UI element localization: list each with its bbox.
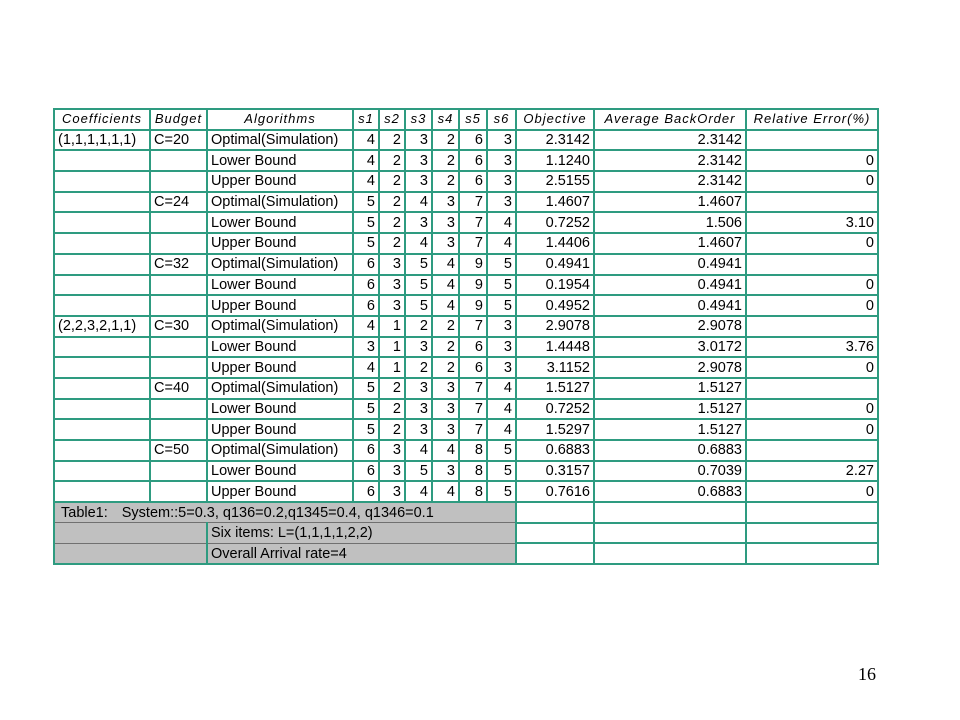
s1-cell: 5 (353, 192, 379, 213)
budget-cell (150, 357, 207, 378)
blank-cell (746, 502, 878, 523)
table-row (54, 212, 878, 233)
coefficients-cell: (2,2,3,2,1,1) (54, 316, 150, 337)
caption-row-items (54, 523, 878, 544)
s1-cell: 6 (353, 295, 379, 316)
coefficients-cell (54, 461, 150, 482)
table-body (54, 130, 878, 502)
s1-cell: 4 (353, 130, 379, 151)
s2-cell: 2 (379, 130, 405, 151)
budget-cell: C=20 (150, 130, 207, 151)
caption-system-cell (54, 502, 516, 523)
blank-cell (516, 543, 594, 564)
coefficients-cell (54, 419, 150, 440)
s2-cell: 1 (379, 357, 405, 378)
average-backorder-cell: 1.4607 (594, 233, 746, 254)
average-backorder-cell: 0.7039 (594, 461, 746, 482)
s4-cell: 2 (432, 316, 459, 337)
objective-cell: 1.5297 (516, 419, 594, 440)
relative-error-cell (746, 130, 878, 151)
objective-cell: 1.5127 (516, 378, 594, 399)
s6-cell: 3 (487, 171, 516, 192)
relative-error-cell: 0 (746, 399, 878, 420)
table-row (54, 171, 878, 192)
s1-cell: 6 (353, 275, 379, 296)
s6-cell: 4 (487, 212, 516, 233)
average-backorder-cell: 2.3142 (594, 171, 746, 192)
objective-cell: 0.4952 (516, 295, 594, 316)
s5-cell: 8 (459, 481, 487, 502)
table-row (54, 295, 878, 316)
column-header: s5 (459, 109, 487, 130)
s4-cell: 3 (432, 212, 459, 233)
relative-error-cell: 3.76 (746, 337, 878, 358)
page-number: 16 (858, 664, 876, 684)
s1-cell: 4 (353, 357, 379, 378)
average-backorder-cell: 0.4941 (594, 295, 746, 316)
algorithm-cell: Upper Bound (207, 481, 353, 502)
relative-error-cell: 0 (746, 419, 878, 440)
average-backorder-cell: 1.5127 (594, 399, 746, 420)
column-header: Coefficients (54, 109, 150, 130)
budget-cell: C=30 (150, 316, 207, 337)
average-backorder-cell: 2.3142 (594, 150, 746, 171)
caption-arrival-text: Overall Arrival rate=4 (207, 543, 516, 564)
algorithm-cell: Upper Bound (207, 295, 353, 316)
results-table (53, 108, 879, 565)
average-backorder-cell: 3.0172 (594, 337, 746, 358)
algorithm-cell: Lower Bound (207, 212, 353, 233)
algorithm-cell: Lower Bound (207, 150, 353, 171)
algorithm-cell: Optimal(Simulation) (207, 254, 353, 275)
objective-cell: 0.6883 (516, 440, 594, 461)
coefficients-cell: (1,1,1,1,1,1) (54, 130, 150, 151)
blank-cell (746, 543, 878, 564)
budget-cell: C=24 (150, 192, 207, 213)
column-header: Objective (516, 109, 594, 130)
relative-error-cell (746, 378, 878, 399)
budget-cell (150, 150, 207, 171)
blank-cell (516, 502, 594, 523)
s2-cell: 2 (379, 150, 405, 171)
table-row (54, 378, 878, 399)
objective-cell: 2.3142 (516, 130, 594, 151)
s4-cell: 2 (432, 150, 459, 171)
coefficients-cell (54, 212, 150, 233)
average-backorder-cell: 1.5127 (594, 378, 746, 399)
caption-system-text: System::5=0.3, q136=0.2,q1345=0.4, q1346=0.1 (121, 504, 434, 521)
objective-cell: 0.7252 (516, 212, 594, 233)
objective-cell: 3.1152 (516, 357, 594, 378)
s5-cell: 9 (459, 254, 487, 275)
s5-cell: 9 (459, 295, 487, 316)
caption-spacer (54, 543, 207, 564)
s6-cell: 3 (487, 357, 516, 378)
coefficients-cell (54, 233, 150, 254)
s4-cell: 4 (432, 275, 459, 296)
s4-cell: 4 (432, 295, 459, 316)
coefficients-cell (54, 192, 150, 213)
objective-cell: 2.9078 (516, 316, 594, 337)
s1-cell: 4 (353, 171, 379, 192)
table-row (54, 150, 878, 171)
table-row (54, 233, 878, 254)
s5-cell: 7 (459, 212, 487, 233)
average-backorder-cell: 1.5127 (594, 419, 746, 440)
table-header-row (54, 109, 878, 130)
algorithm-cell: Upper Bound (207, 357, 353, 378)
coefficients-cell (54, 440, 150, 461)
algorithm-cell: Optimal(Simulation) (207, 378, 353, 399)
s5-cell: 6 (459, 150, 487, 171)
s2-cell: 1 (379, 337, 405, 358)
caption-row-arrival (54, 543, 878, 564)
average-backorder-cell: 0.4941 (594, 275, 746, 296)
average-backorder-cell: 0.4941 (594, 254, 746, 275)
budget-cell (150, 295, 207, 316)
s2-cell: 3 (379, 481, 405, 502)
s2-cell: 2 (379, 378, 405, 399)
s4-cell: 2 (432, 357, 459, 378)
s6-cell: 3 (487, 150, 516, 171)
column-header: Algorithms (207, 109, 353, 130)
objective-cell: 1.1240 (516, 150, 594, 171)
algorithm-cell: Upper Bound (207, 419, 353, 440)
s1-cell: 3 (353, 337, 379, 358)
column-header: Relative Error(%) (746, 109, 878, 130)
s5-cell: 7 (459, 378, 487, 399)
blank-cell (516, 523, 594, 544)
relative-error-cell: 0 (746, 357, 878, 378)
budget-cell (150, 481, 207, 502)
coefficients-cell (54, 481, 150, 502)
objective-cell: 0.1954 (516, 275, 594, 296)
relative-error-cell (746, 440, 878, 461)
algorithm-cell: Lower Bound (207, 337, 353, 358)
relative-error-cell: 0 (746, 150, 878, 171)
s3-cell: 4 (405, 192, 432, 213)
column-header: s6 (487, 109, 516, 130)
relative-error-cell: 3.10 (746, 212, 878, 233)
s6-cell: 3 (487, 130, 516, 151)
s5-cell: 7 (459, 316, 487, 337)
budget-cell (150, 399, 207, 420)
algorithm-cell: Lower Bound (207, 275, 353, 296)
s3-cell: 4 (405, 233, 432, 254)
s3-cell: 2 (405, 316, 432, 337)
s3-cell: 3 (405, 337, 432, 358)
budget-cell (150, 275, 207, 296)
s1-cell: 5 (353, 419, 379, 440)
s6-cell: 3 (487, 337, 516, 358)
table-row (54, 275, 878, 296)
s3-cell: 3 (405, 212, 432, 233)
average-backorder-cell: 2.9078 (594, 316, 746, 337)
average-backorder-cell: 2.3142 (594, 130, 746, 151)
s4-cell: 4 (432, 440, 459, 461)
coefficients-cell (54, 399, 150, 420)
s4-cell: 2 (432, 171, 459, 192)
budget-cell: C=40 (150, 378, 207, 399)
budget-cell (150, 212, 207, 233)
s2-cell: 3 (379, 440, 405, 461)
s2-cell: 2 (379, 399, 405, 420)
s3-cell: 3 (405, 399, 432, 420)
s3-cell: 2 (405, 357, 432, 378)
algorithm-cell: Upper Bound (207, 233, 353, 254)
relative-error-cell: 0 (746, 171, 878, 192)
table-row (54, 440, 878, 461)
budget-cell (150, 337, 207, 358)
s3-cell: 4 (405, 481, 432, 502)
table-row (54, 130, 878, 151)
s6-cell: 5 (487, 275, 516, 296)
budget-cell: C=32 (150, 254, 207, 275)
s5-cell: 6 (459, 337, 487, 358)
algorithm-cell: Optimal(Simulation) (207, 316, 353, 337)
s6-cell: 4 (487, 419, 516, 440)
objective-cell: 0.7252 (516, 399, 594, 420)
table-row (54, 192, 878, 213)
budget-cell (150, 461, 207, 482)
table-caption-label: Table1: (61, 504, 108, 521)
table-row (54, 337, 878, 358)
coefficients-cell (54, 357, 150, 378)
caption-row-system (54, 502, 878, 523)
coefficients-cell (54, 378, 150, 399)
average-backorder-cell: 0.6883 (594, 481, 746, 502)
column-header: Average BackOrder (594, 109, 746, 130)
algorithm-cell: Optimal(Simulation) (207, 192, 353, 213)
s4-cell: 3 (432, 192, 459, 213)
s3-cell: 3 (405, 130, 432, 151)
objective-cell: 0.7616 (516, 481, 594, 502)
table-row (54, 419, 878, 440)
s6-cell: 5 (487, 461, 516, 482)
s6-cell: 5 (487, 440, 516, 461)
s2-cell: 2 (379, 212, 405, 233)
s3-cell: 3 (405, 150, 432, 171)
s1-cell: 5 (353, 378, 379, 399)
s3-cell: 5 (405, 295, 432, 316)
s2-cell: 1 (379, 316, 405, 337)
s4-cell: 2 (432, 337, 459, 358)
blank-cell (594, 502, 746, 523)
table-row (54, 254, 878, 275)
blank-cell (594, 543, 746, 564)
s3-cell: 3 (405, 171, 432, 192)
s1-cell: 5 (353, 212, 379, 233)
s2-cell: 2 (379, 233, 405, 254)
s1-cell: 5 (353, 399, 379, 420)
s5-cell: 9 (459, 275, 487, 296)
average-backorder-cell: 1.4607 (594, 192, 746, 213)
coefficients-cell (54, 275, 150, 296)
relative-error-cell: 0 (746, 481, 878, 502)
coefficients-cell (54, 171, 150, 192)
s5-cell: 7 (459, 399, 487, 420)
s4-cell: 4 (432, 254, 459, 275)
s6-cell: 5 (487, 254, 516, 275)
average-backorder-cell: 0.6883 (594, 440, 746, 461)
s1-cell: 5 (353, 233, 379, 254)
s5-cell: 7 (459, 233, 487, 254)
column-header: s1 (353, 109, 379, 130)
s3-cell: 5 (405, 275, 432, 296)
s4-cell: 3 (432, 419, 459, 440)
s6-cell: 5 (487, 295, 516, 316)
s1-cell: 6 (353, 481, 379, 502)
relative-error-cell: 0 (746, 295, 878, 316)
s2-cell: 3 (379, 295, 405, 316)
column-header: s3 (405, 109, 432, 130)
budget-cell: C=50 (150, 440, 207, 461)
s5-cell: 6 (459, 130, 487, 151)
s2-cell: 2 (379, 192, 405, 213)
s6-cell: 3 (487, 192, 516, 213)
table-caption-block (54, 502, 878, 564)
algorithm-cell: Optimal(Simulation) (207, 440, 353, 461)
s6-cell: 4 (487, 233, 516, 254)
caption-spacer (54, 523, 207, 544)
blank-cell (746, 523, 878, 544)
average-backorder-cell: 2.9078 (594, 357, 746, 378)
s4-cell: 4 (432, 481, 459, 502)
s1-cell: 6 (353, 461, 379, 482)
s5-cell: 6 (459, 357, 487, 378)
s5-cell: 8 (459, 461, 487, 482)
algorithm-cell: Lower Bound (207, 461, 353, 482)
blank-cell (594, 523, 746, 544)
relative-error-cell (746, 192, 878, 213)
algorithm-cell: Lower Bound (207, 399, 353, 420)
s5-cell: 7 (459, 419, 487, 440)
s6-cell: 4 (487, 378, 516, 399)
table-row (54, 481, 878, 502)
table-row (54, 461, 878, 482)
s3-cell: 3 (405, 419, 432, 440)
s3-cell: 3 (405, 378, 432, 399)
s1-cell: 6 (353, 254, 379, 275)
column-header: s4 (432, 109, 459, 130)
relative-error-cell (746, 316, 878, 337)
coefficients-cell (54, 254, 150, 275)
coefficients-cell (54, 295, 150, 316)
s1-cell: 4 (353, 150, 379, 171)
coefficients-cell (54, 337, 150, 358)
budget-cell (150, 419, 207, 440)
s3-cell: 4 (405, 440, 432, 461)
s4-cell: 3 (432, 378, 459, 399)
relative-error-cell: 0 (746, 233, 878, 254)
s2-cell: 3 (379, 254, 405, 275)
s6-cell: 5 (487, 481, 516, 502)
column-header: s2 (379, 109, 405, 130)
objective-cell: 1.4448 (516, 337, 594, 358)
s5-cell: 7 (459, 192, 487, 213)
table-row (54, 316, 878, 337)
relative-error-cell: 2.27 (746, 461, 878, 482)
objective-cell: 0.4941 (516, 254, 594, 275)
s5-cell: 8 (459, 440, 487, 461)
objective-cell: 0.3157 (516, 461, 594, 482)
s4-cell: 3 (432, 399, 459, 420)
s2-cell: 3 (379, 275, 405, 296)
s4-cell: 3 (432, 233, 459, 254)
algorithm-cell: Optimal(Simulation) (207, 130, 353, 151)
table-row (54, 357, 878, 378)
s2-cell: 2 (379, 171, 405, 192)
s2-cell: 2 (379, 419, 405, 440)
s6-cell: 4 (487, 399, 516, 420)
s5-cell: 6 (459, 171, 487, 192)
s4-cell: 3 (432, 461, 459, 482)
s3-cell: 5 (405, 254, 432, 275)
algorithm-cell: Upper Bound (207, 171, 353, 192)
objective-cell: 1.4406 (516, 233, 594, 254)
relative-error-cell (746, 254, 878, 275)
budget-cell (150, 233, 207, 254)
caption-items-text: Six items: L=(1,1,1,1,2,2) (207, 523, 516, 544)
budget-cell (150, 171, 207, 192)
coefficients-cell (54, 150, 150, 171)
s1-cell: 4 (353, 316, 379, 337)
s2-cell: 3 (379, 461, 405, 482)
objective-cell: 2.5155 (516, 171, 594, 192)
average-backorder-cell: 1.506 (594, 212, 746, 233)
table-row (54, 399, 878, 420)
s4-cell: 2 (432, 130, 459, 151)
column-header: Budget (150, 109, 207, 130)
s6-cell: 3 (487, 316, 516, 337)
relative-error-cell: 0 (746, 275, 878, 296)
objective-cell: 1.4607 (516, 192, 594, 213)
s3-cell: 5 (405, 461, 432, 482)
s1-cell: 6 (353, 440, 379, 461)
